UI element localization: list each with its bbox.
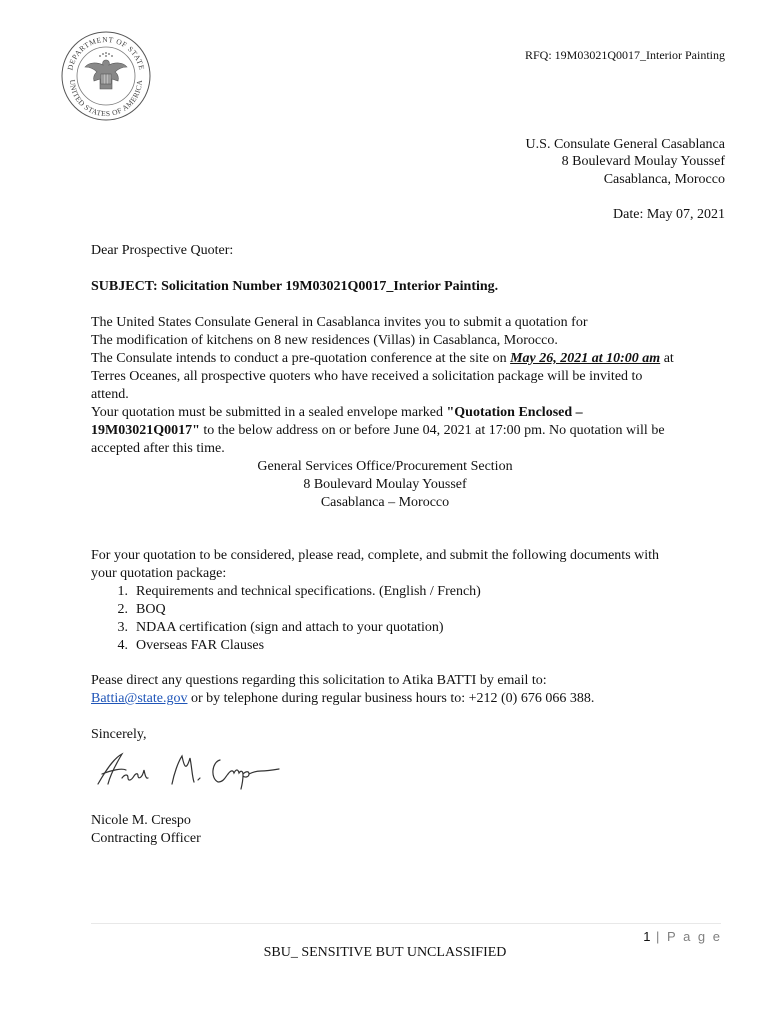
salutation: Dear Prospective Quoter:: [91, 243, 234, 258]
paragraph-line: The modification of kitchens on 8 new residences (Villas) in Casablanca, Morocco.: [91, 333, 558, 348]
paragraph-line: accepted after this time.: [91, 441, 225, 456]
paragraph-line: Pease direct any questions regarding this solicitation to Atika BATTI by email to:: [91, 673, 547, 688]
list-text: Overseas FAR Clauses: [136, 638, 265, 653]
conference-text: The Consulate intends to conduct a pre-quotation conference at the site on: [91, 351, 511, 366]
list-text: Requirements and technical specifications. (English / French): [136, 584, 481, 599]
submission-text: Your quotation must be submitted in a sealed envelope marked: [91, 405, 447, 420]
paragraph-line: [91, 690, 594, 708]
subject-line: SUBJECT: Solicitation Number 19M03021Q0017_Interior Painting.: [91, 279, 499, 294]
closing: Sincerely,: [91, 727, 147, 742]
page-number: 1: [643, 929, 651, 944]
paragraph-line: Terres Oceanes, all prospective quoters who have received a solicitation package will be invited to: [91, 369, 643, 384]
rfq-reference: RFQ: 19M03021Q0017_Interior Painting: [525, 48, 725, 62]
envelope-marking: "Quotation Enclosed –: [446, 405, 583, 420]
office-city: Casablanca – Morocco: [320, 495, 450, 510]
paragraph-line: [91, 422, 665, 440]
signer-name: Nicole M. Crespo: [91, 813, 191, 828]
list-text: BOQ: [136, 602, 166, 617]
page-separator: |: [650, 929, 668, 944]
consulate-street: 8 Boulevard Moulay Youssef: [561, 154, 725, 169]
list-number: 3.: [117, 620, 128, 635]
list-number: 4.: [117, 638, 128, 653]
consulate-name: U.S. Consulate General Casablanca: [525, 137, 725, 152]
phone-text: or by telephone during regular business hours to: +212 (0) 676 066 388.: [187, 691, 595, 706]
signer-title: Contracting Officer: [91, 831, 201, 846]
footer-divider: [91, 923, 721, 924]
seal-top-text: DEPARTMENT OF STATE: [65, 34, 147, 72]
deadline-text: to the below address on or before June 04, 2021 at 17:00 pm. No quotation will be: [199, 423, 665, 438]
list-number: 2.: [117, 602, 128, 617]
page-word: P a g e: [667, 929, 722, 944]
classification-marking: SBU_ SENSITIVE BUT UNCLASSIFIED: [263, 945, 507, 960]
email-link[interactable]: Battia@state.gov: [91, 691, 188, 706]
list-item: [106, 583, 481, 601]
conference-date: May 26, 2021 at 10:00 am: [510, 351, 661, 366]
letter-date: Date: May 07, 2021: [613, 207, 725, 222]
paragraph-line: [91, 404, 583, 422]
list-number: 1.: [117, 584, 128, 599]
consulate-city: Casablanca, Morocco: [603, 172, 725, 187]
department-of-state-seal-icon: [60, 30, 152, 122]
list-item: [106, 637, 264, 655]
conference-text-end: at: [660, 351, 674, 366]
list-item: [106, 619, 444, 637]
paragraph-line: attend.: [91, 387, 129, 402]
list-item: [106, 601, 166, 619]
paragraph-line: For your quotation to be considered, please read, complete, and submit the following documents with: [91, 548, 660, 563]
office-name: General Services Office/Procurement Section: [257, 459, 513, 474]
paragraph-line: your quotation package:: [91, 566, 227, 581]
office-street: 8 Boulevard Moulay Youssef: [303, 477, 467, 492]
seal-bottom-text: UNITED STATES OF AMERICA: [67, 79, 145, 119]
paragraph-line: The United States Consulate General in Casablanca invites you to submit a quotation for: [91, 315, 588, 330]
signature-image: [92, 748, 282, 794]
solicitation-number: 19M03021Q0017": [91, 423, 200, 438]
paragraph-line: [91, 350, 674, 368]
list-text: NDAA certification (sign and attach to your quotation): [136, 620, 444, 635]
